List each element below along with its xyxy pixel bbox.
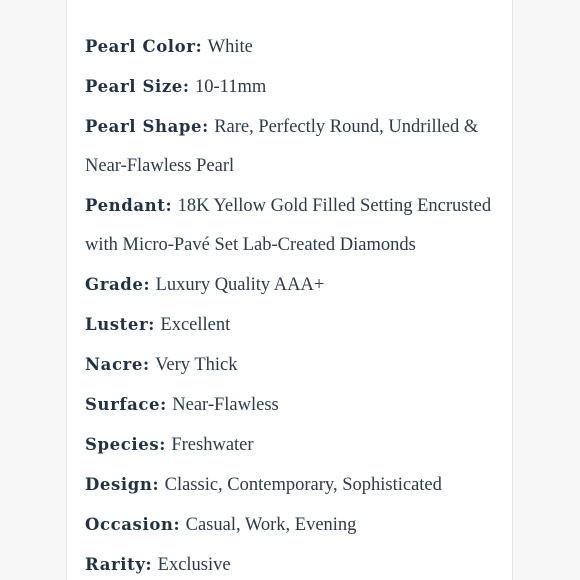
spec-design (85, 465, 495, 505)
spec-value: Near-Flawless (172, 395, 279, 415)
spec-value: Rare, Perfectly Round, Undrilled & Near-Flawless Pearl (85, 117, 479, 176)
spec-label: Pearl Shape: (85, 117, 209, 136)
spec-value: 18K Yellow Gold Filled Setting Encrusted with Micro-Pavé Set Lab-Created Diamonds (85, 196, 492, 255)
spec-species (85, 425, 495, 465)
spec-pearl-shape (85, 107, 495, 186)
product-specifications-list (85, 27, 495, 580)
spec-value: 10-11mm (195, 77, 267, 97)
spec-surface (85, 385, 495, 425)
spec-label: Pearl Size: (85, 77, 190, 96)
spec-label: Surface: (85, 395, 167, 414)
spec-value: Classic, Contemporary, Sophisticated (164, 475, 442, 495)
spec-pearl-size (85, 67, 495, 107)
spec-occasion (85, 505, 495, 545)
spec-label: Pendant: (85, 196, 173, 215)
spec-label: Nacre: (85, 355, 150, 374)
spec-value: Luxury Quality AAA+ (155, 275, 325, 295)
spec-value: Exclusive (157, 555, 231, 575)
spec-value: White (207, 37, 253, 57)
spec-nacre (85, 345, 495, 385)
spec-rarity (85, 545, 495, 580)
spec-label: Rarity: (85, 555, 153, 574)
spec-label: Pearl Color: (85, 37, 203, 56)
spec-value: Casual, Work, Evening (185, 515, 357, 535)
spec-grade (85, 265, 495, 305)
spec-label: Occasion: (85, 515, 181, 534)
spec-value: Very Thick (155, 355, 238, 375)
spec-pearl-color (85, 27, 495, 67)
spec-luster (85, 305, 495, 345)
spec-value: Freshwater (171, 435, 254, 455)
spec-label: Species: (85, 435, 166, 454)
spec-value: Excellent (160, 315, 231, 335)
spec-label: Design: (85, 475, 160, 494)
spec-pendant (85, 186, 495, 265)
spec-label: Luster: (85, 315, 155, 334)
spec-label: Grade: (85, 275, 151, 294)
